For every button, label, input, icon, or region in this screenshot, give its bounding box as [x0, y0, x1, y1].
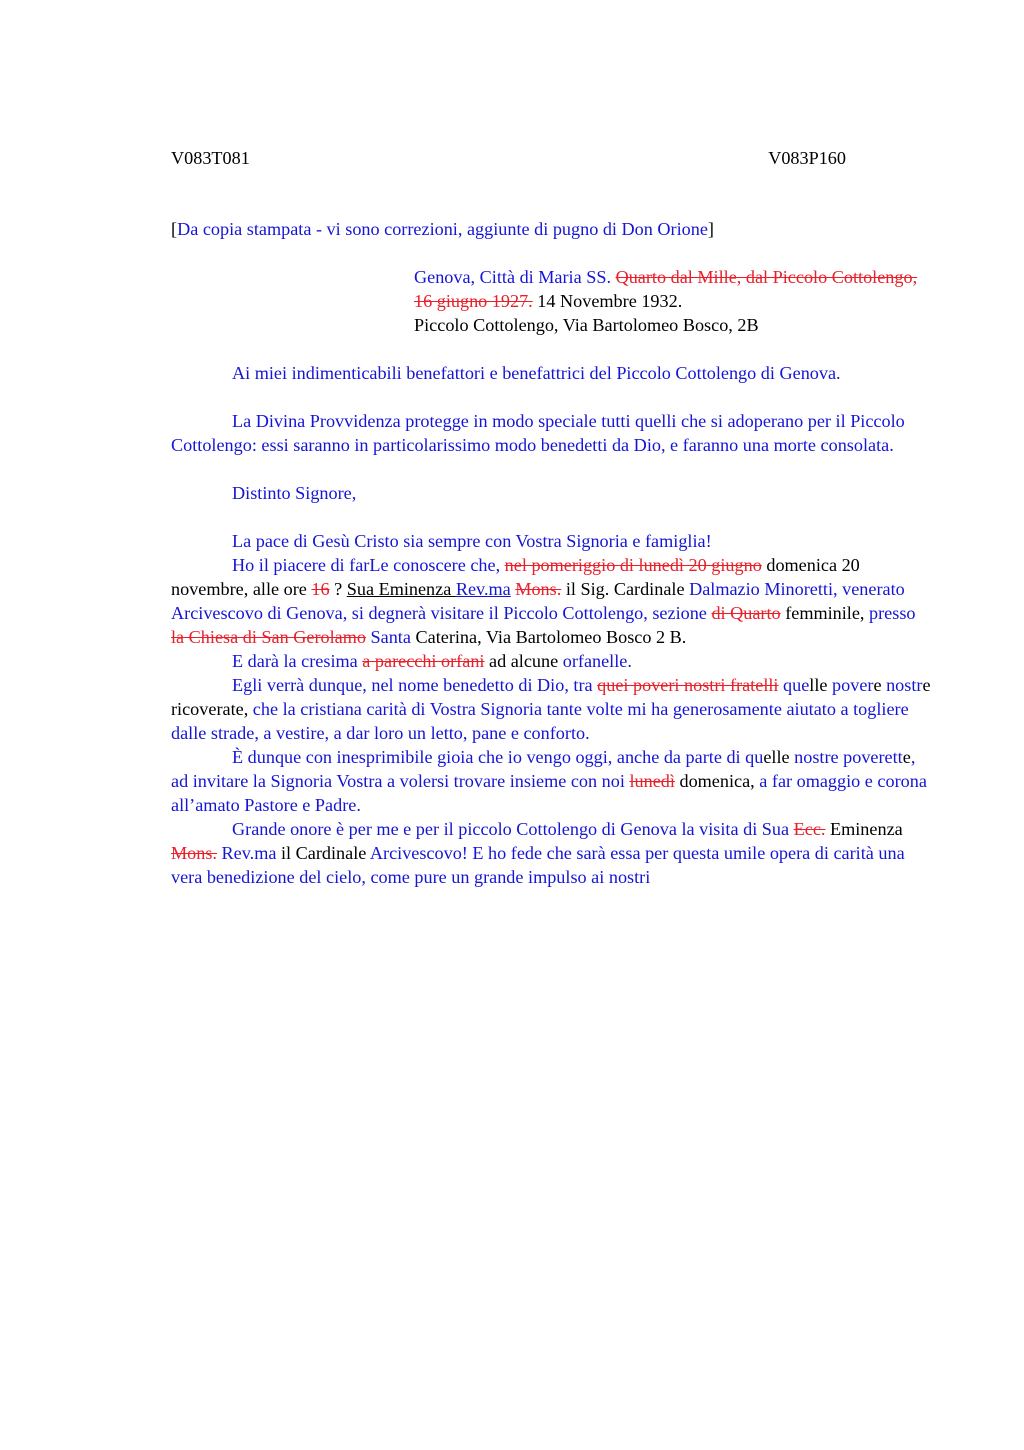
p3-text-b: ad alcune [484, 651, 563, 671]
p4-text-a: Egli verrà dunque, nel nome benedetto di Dio, tra [232, 675, 598, 695]
p3-text-a: E darà la cresima [232, 651, 363, 671]
p4-text-k1: lle [809, 675, 828, 695]
document-page [171, 146, 931, 889]
p5-text-k2: e [902, 747, 911, 767]
place-date-block [414, 265, 931, 337]
p6-text-a: Grande onore è per me e per il piccolo Cottolengo di Genova la visita di Sua [232, 819, 794, 839]
paragraph-invitation [171, 745, 931, 817]
paragraph-visit [171, 673, 931, 745]
p2-underlined-1: Sua Eminenza [346, 579, 456, 599]
p2-text-c: ? [329, 579, 347, 599]
p6-text-k1: Eminenza [825, 819, 903, 839]
dedication: Ai miei indimenticabili benefattori e benefattrici del Piccolo Cottolengo di Genova. [232, 363, 841, 383]
note-open-bracket: [ [171, 219, 178, 239]
p2-text-i: Santa [365, 627, 411, 647]
p5-text-b: nostre poverett [789, 747, 903, 767]
p2-text-g: femminile, [780, 603, 870, 623]
p3-struck-1: a parecchi orfani [362, 651, 485, 671]
p6-text-b: Rev.ma [216, 843, 277, 863]
p5-text-a: È dunque con inesprimibile gioia che io vengo oggi, anche da parte di qu [232, 747, 764, 767]
p2-struck-4: di Quarto [711, 603, 781, 623]
paragraph-greeting: La pace di Gesù Cristo sia sempre con Vostra Signoria e famiglia! [232, 531, 712, 551]
p2-text-j: Caterina, Via Bartolomeo Bosco 2 B. [410, 627, 687, 647]
paragraph-confirmation [171, 649, 931, 673]
p4-text-k3: e ricoverate, [171, 675, 931, 719]
p5-text-c: , ad invitare la Signoria Vostra a volersi trovare insieme con noi [171, 747, 916, 791]
p2-text-f: Dalmazio Minoretti, venerato Arcivescovo di Genova, si degnerà visitare il Piccolo Cottolengo, sezione [171, 579, 905, 623]
p4-text-b2: pover [827, 675, 874, 695]
p4-text-b1: que [778, 675, 810, 695]
letter-date: 14 Novembre 1932. [532, 291, 683, 311]
document-code-right: V083P160 [768, 148, 846, 168]
letter-address: Piccolo Cottolengo, Via Bartolomeo Bosco, 2B [414, 315, 759, 335]
p3-text-c: orfanelle. [562, 651, 632, 671]
place-line-struck: Quarto dal Mille, dal Piccolo Cottolengo, 16 giugno 1927. [414, 267, 918, 311]
p6-struck-1: Ecc. [793, 819, 826, 839]
paragraph-honor [171, 817, 931, 889]
salutation: Distinto Signore, [232, 483, 357, 503]
p4-text-b3: nostr [881, 675, 923, 695]
p4-struck-1: quei poveri nostri fratelli [597, 675, 779, 695]
paragraph-announcement [171, 553, 931, 649]
p2-text-h: presso [869, 603, 916, 623]
p2-struck-2: 16 [311, 579, 330, 599]
note-text: Da copia stampata - vi sono correzioni, aggiunte di pugno di Don Orione [177, 219, 708, 239]
place-line-blue: Genova, Città di Maria SS. [414, 267, 616, 287]
editorial-note [171, 217, 931, 241]
p5-text-k1: elle [763, 747, 790, 767]
p6-text-c: Arcivescovo! E ho fede che sarà essa per questa umile opera di carità una vera benedizione del cielo, come pure un grande impulso ai nostri [171, 843, 905, 887]
motto-paragraph: La Divina Provvidenza protegge in modo speciale tutti quelli che si adoperano per il Piccolo Cottolengo: essi saranno in particolarissimo modo benedetti da Dio, e faranno una morte consolata. [171, 411, 905, 455]
p5-struck-1: lunedì [629, 771, 675, 791]
p2-underlined-2: Rev.ma [455, 579, 511, 599]
p4-text-k2: e [873, 675, 882, 695]
p2-struck-5: la Chiesa di San Gerolamo [171, 627, 366, 647]
p2-struck-1: nel pomeriggio di lunedì 20 giugno [504, 555, 762, 575]
p5-text-d: domenica, [674, 771, 755, 791]
p2-text-e: il Sig. Cardinale [561, 579, 690, 599]
p6-struck-2: Mons. [171, 843, 217, 863]
p4-text-c: che la cristiana carità di Vostra Signoria tante volte mi ha generosamente aiutato a togliere dalle strade, a vestire, a dar loro un letto, pane e conforto. [171, 699, 909, 743]
header-row [171, 146, 846, 170]
p2-text-a: Ho il piacere di farLe conoscere che, [232, 555, 505, 575]
p2-struck-3: Mons. [515, 579, 562, 599]
p5-text-e: a far omaggio e corona all’amato Pastore e Padre. [171, 771, 927, 815]
p6-text-k2: il Cardinale [276, 843, 370, 863]
p2-text-b: domenica 20 novembre, alle ore [171, 555, 860, 599]
note-close-bracket: ] [707, 219, 714, 239]
document-code-left: V083T081 [171, 148, 250, 168]
